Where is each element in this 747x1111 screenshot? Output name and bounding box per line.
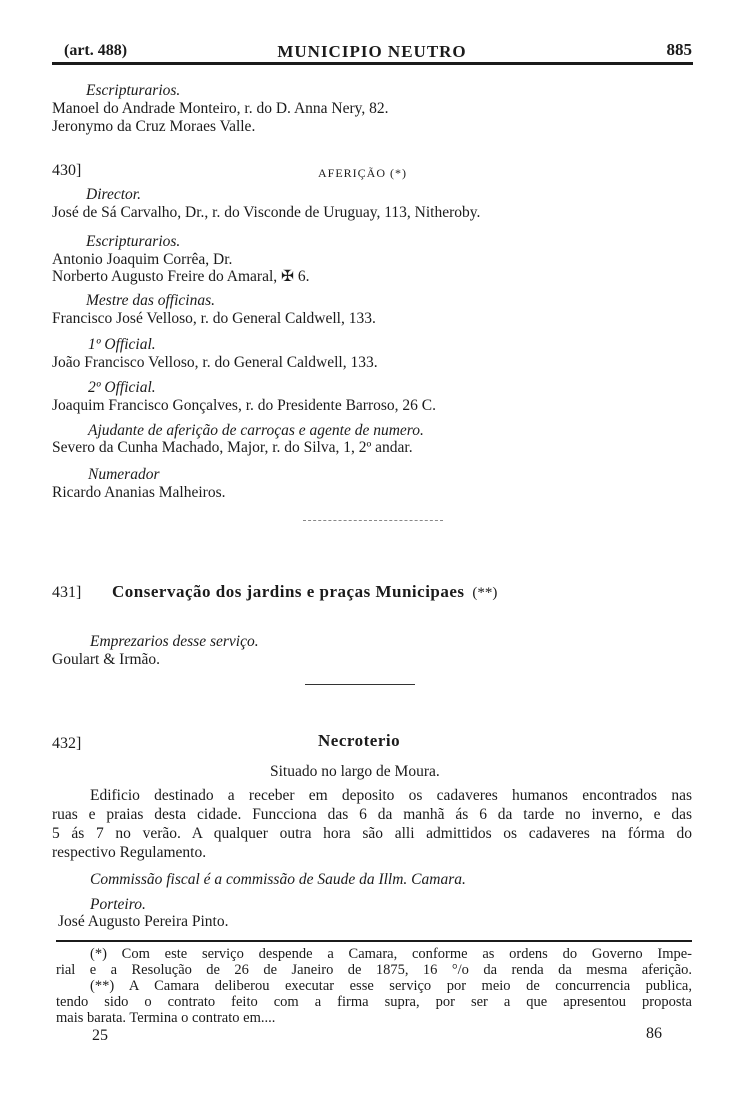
section-title-text: Conservação dos jardins e praças Municipaes xyxy=(112,582,465,601)
role-label-escripturarios: Escripturarios. xyxy=(86,233,181,250)
role-label-numerator: Numerador xyxy=(88,466,160,483)
footnotes xyxy=(56,946,692,1026)
header-page-number: 885 xyxy=(666,40,692,59)
role-label-first-official: 1º Official. xyxy=(88,336,156,353)
header-title: MUNICIPIO NEUTRO xyxy=(277,42,467,61)
section-title-afericao: AFERIÇÃO (*) xyxy=(318,166,407,180)
section-divider xyxy=(303,520,443,521)
entry-director: José de Sá Carvalho, Dr., r. do Visconde de Uruguay, 113, Nitheroby. xyxy=(52,204,481,221)
entry-numerator: Ricardo Ananias Malheiros. xyxy=(52,484,226,501)
entry-clerk: Antonio Joaquim Corrêa, Dr. xyxy=(52,251,233,268)
entry-line: Manoel do Andrade Monteiro, r. do D. Anna Nery, 82. xyxy=(52,100,389,117)
role-label-assistant: Ajudante de aferição de carroças e agente de numero. xyxy=(88,422,424,439)
printer-signature: 25 xyxy=(92,1027,108,1044)
entry-porter: José Augusto Pereira Pinto. xyxy=(58,913,229,930)
header-article-ref: (art. 488) xyxy=(64,42,128,59)
role-label-porter: Porteiro. xyxy=(90,896,146,913)
paragraph-line: Edificio destinado a receber em deposito os cadaveres humanos encontrados nas xyxy=(90,787,692,804)
entry-master: Francisco José Velloso, r. do General Caldwell, 133. xyxy=(52,310,376,327)
section-number-431: 431] xyxy=(52,584,82,601)
footnote-line: (**) A Camara deliberou executar esse serviço por meio de concurrencia publica, xyxy=(90,978,692,994)
footnote-line: rial e a Resolução de 26 de Janeiro de 1875, 16 °/o da renda da mesma aferição. xyxy=(56,962,692,978)
role-label-second-official: 2º Official. xyxy=(88,379,156,396)
section-number-432: 432] xyxy=(52,735,82,752)
paragraph-line: respectivo Regulamento. xyxy=(52,844,207,861)
footnote-rule xyxy=(56,940,692,942)
commission-note: Commissão fiscal é a commissão de Saude da Illm. Camara. xyxy=(90,871,466,888)
entry-contractors: Goulart & Irmão. xyxy=(52,651,161,668)
running-header xyxy=(52,34,692,64)
footnote-line: tendo sido o contrato feito com a firma supra, por ser a que apresentou proposta xyxy=(56,994,692,1010)
necroterio-paragraph xyxy=(52,786,692,862)
footnote-line: (*) Com este serviço despende a Camara, conforme as ordens do Governo Impe- xyxy=(90,946,692,962)
role-label-director: Director. xyxy=(86,186,141,203)
paragraph-line: 5 ás 7 no verão. A qualquer outra hora são alli admittidos os cadaveres na fórma do xyxy=(52,825,692,842)
footnote-mark: (**) xyxy=(472,585,498,601)
entry-assistant: Severo da Cunha Machado, Major, r. do Silva, 1, 2º andar. xyxy=(52,439,413,456)
footer-page-number: 86 xyxy=(646,1025,662,1042)
entry-first-official: João Francisco Velloso, r. do General Caldwell, 133. xyxy=(52,354,378,371)
paragraph-line: ruas e praias desta cidade. Funcciona das 6 da manhã ás 6 da tarde no inverno, e das xyxy=(52,806,692,823)
role-label-mestre: Mestre das officinas. xyxy=(86,292,216,309)
entry-clerk: Norberto Augusto Freire do Amaral, ✠ 6. xyxy=(52,268,310,285)
entry-second-official: Joaquim Francisco Gonçalves, r. do Presidente Barroso, 26 C. xyxy=(52,397,436,414)
header-rule xyxy=(52,62,693,65)
section-subtitle: Situado no largo de Moura. xyxy=(270,763,440,780)
section-title-necroterio: Necroterio xyxy=(318,731,401,750)
section-title-jardins xyxy=(112,583,497,602)
entry-line: Jeronymo da Cruz Moraes Valle. xyxy=(52,118,256,135)
section-number-430: 430] xyxy=(52,162,82,179)
footnote-line: mais barata. Termina o contrato em.... xyxy=(56,1010,276,1026)
section-divider xyxy=(305,684,415,685)
role-label-contractors: Emprezarios desse serviço. xyxy=(90,633,259,650)
role-label-escripturarios: Escripturarios. xyxy=(86,82,181,99)
